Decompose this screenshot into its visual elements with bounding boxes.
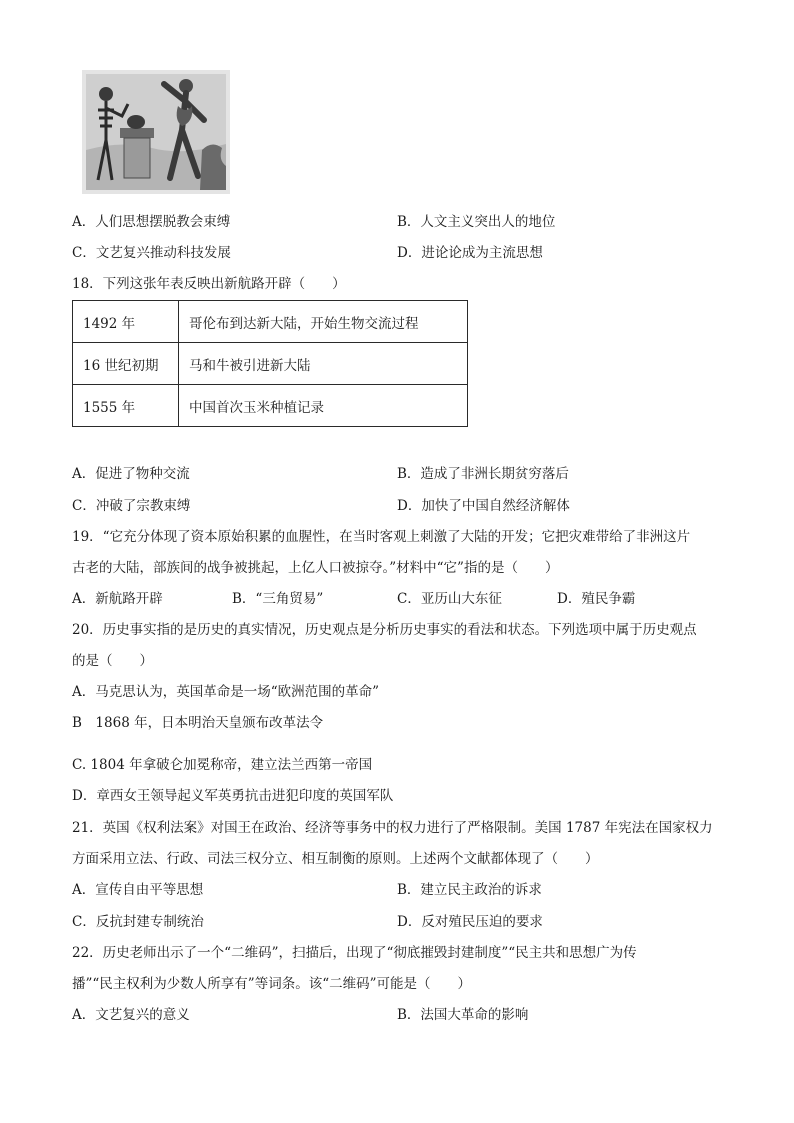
q18-stem: 18．下列这张年表反映出新航路开辟（ ） <box>72 276 346 292</box>
q21-stem-line2: 方面采用立法、行政、司法三权分立、相互制衡的原则。上述两个文献都体现了（ ） <box>72 851 599 867</box>
q22-stem-line2: 播”“民主权利为少数人所享有”等词条。该“二维码”可能是（ ） <box>72 976 472 992</box>
q20-option-c: C. 1804 年拿破仑加冕称帝，建立法兰西第一帝国 <box>72 757 373 773</box>
table-cell-event: 中国首次玉米种植记录 <box>179 385 468 427</box>
q17-option-d: D．进论论成为主流思想 <box>397 245 543 261</box>
q18-option-a: A．促进了物种交流 <box>72 466 190 482</box>
table-row <box>73 301 468 343</box>
q20-stem-line2: 的是（ ） <box>72 653 153 669</box>
q21-option-d: D．反对殖民压迫的要求 <box>397 914 543 930</box>
q22-stem-line1: 22．历史老师出示了一个“二维码”，扫描后，出现了“彻底摧毁封建制度”“民主共和思想广为传 <box>72 945 637 961</box>
q19-option-a: A．新航路开辟 <box>72 591 163 607</box>
q19-stem-line1: 19．“它充分体现了资本原始积累的血腥性，在当时客观上刺激了大陆的开发；它把灾难带给了非洲这片 <box>72 529 691 545</box>
q17-option-c: C．文艺复兴推动科技发展 <box>72 245 231 261</box>
q22-option-b: B．法国大革命的影响 <box>397 1007 529 1023</box>
table-row <box>73 343 468 385</box>
q21-option-c: C．反抗封建专制统治 <box>72 914 204 930</box>
table-cell-event: 哥伦布到达新大陆，开始生物交流过程 <box>179 301 468 343</box>
table-cell-year: 16 世纪初期 <box>73 343 179 385</box>
q21-stem-line1: 21．英国《权利法案》对国王在政治、经济等事务中的权力进行了严格限制。美国 1787 年宪法在国家权力 <box>72 820 713 836</box>
q21-option-b: B．建立民主政治的诉求 <box>397 882 542 898</box>
q20-stem-line1: 20．历史事实指的是历史的真实情况，历史观点是分析历史事实的看法和状态。下列选项中属于历史观点 <box>72 622 697 638</box>
q20-option-a: A．马克思认为，英国革命是一场“欧洲范围的革命” <box>72 684 380 700</box>
table-cell-year: 1492 年 <box>73 301 179 343</box>
q19-option-d: D．殖民争霸 <box>557 591 636 607</box>
table-cell-year: 1555 年 <box>73 385 179 427</box>
table-cell-event: 马和牛被引进新大陆 <box>179 343 468 385</box>
q17-option-b: B．人文主义突出人的地位 <box>397 214 556 230</box>
q17-option-a: A．人们思想摆脱教会束缚 <box>72 214 231 230</box>
q18-option-c: C．冲破了宗教束缚 <box>72 498 191 514</box>
q20-option-b: B 1868 年，日本明治天皇颁布改革法令 <box>72 715 324 731</box>
timeline-table <box>72 300 468 427</box>
q21-option-a: A．宣传自由平等思想 <box>72 882 204 898</box>
q19-option-c: C．亚历山大东征 <box>397 591 502 607</box>
q20-option-d: D．章西女王领导起义军英勇抗击进犯印度的英国军队 <box>72 788 394 804</box>
q19-option-b: B．“三角贸易” <box>232 591 324 607</box>
q19-stem-line2: 古老的大陆，部族间的战争被挑起，上亿人口被掠夺。”材料中“它”指的是（ ） <box>72 560 559 576</box>
q22-option-a: A．文艺复兴的意义 <box>72 1007 190 1023</box>
table-row <box>73 385 468 427</box>
q18-option-d: D．加快了中国自然经济解体 <box>397 498 570 514</box>
q18-option-b: B．造成了非洲长期贫穷落后 <box>397 466 569 482</box>
anatomy-engraving-image <box>82 70 230 194</box>
